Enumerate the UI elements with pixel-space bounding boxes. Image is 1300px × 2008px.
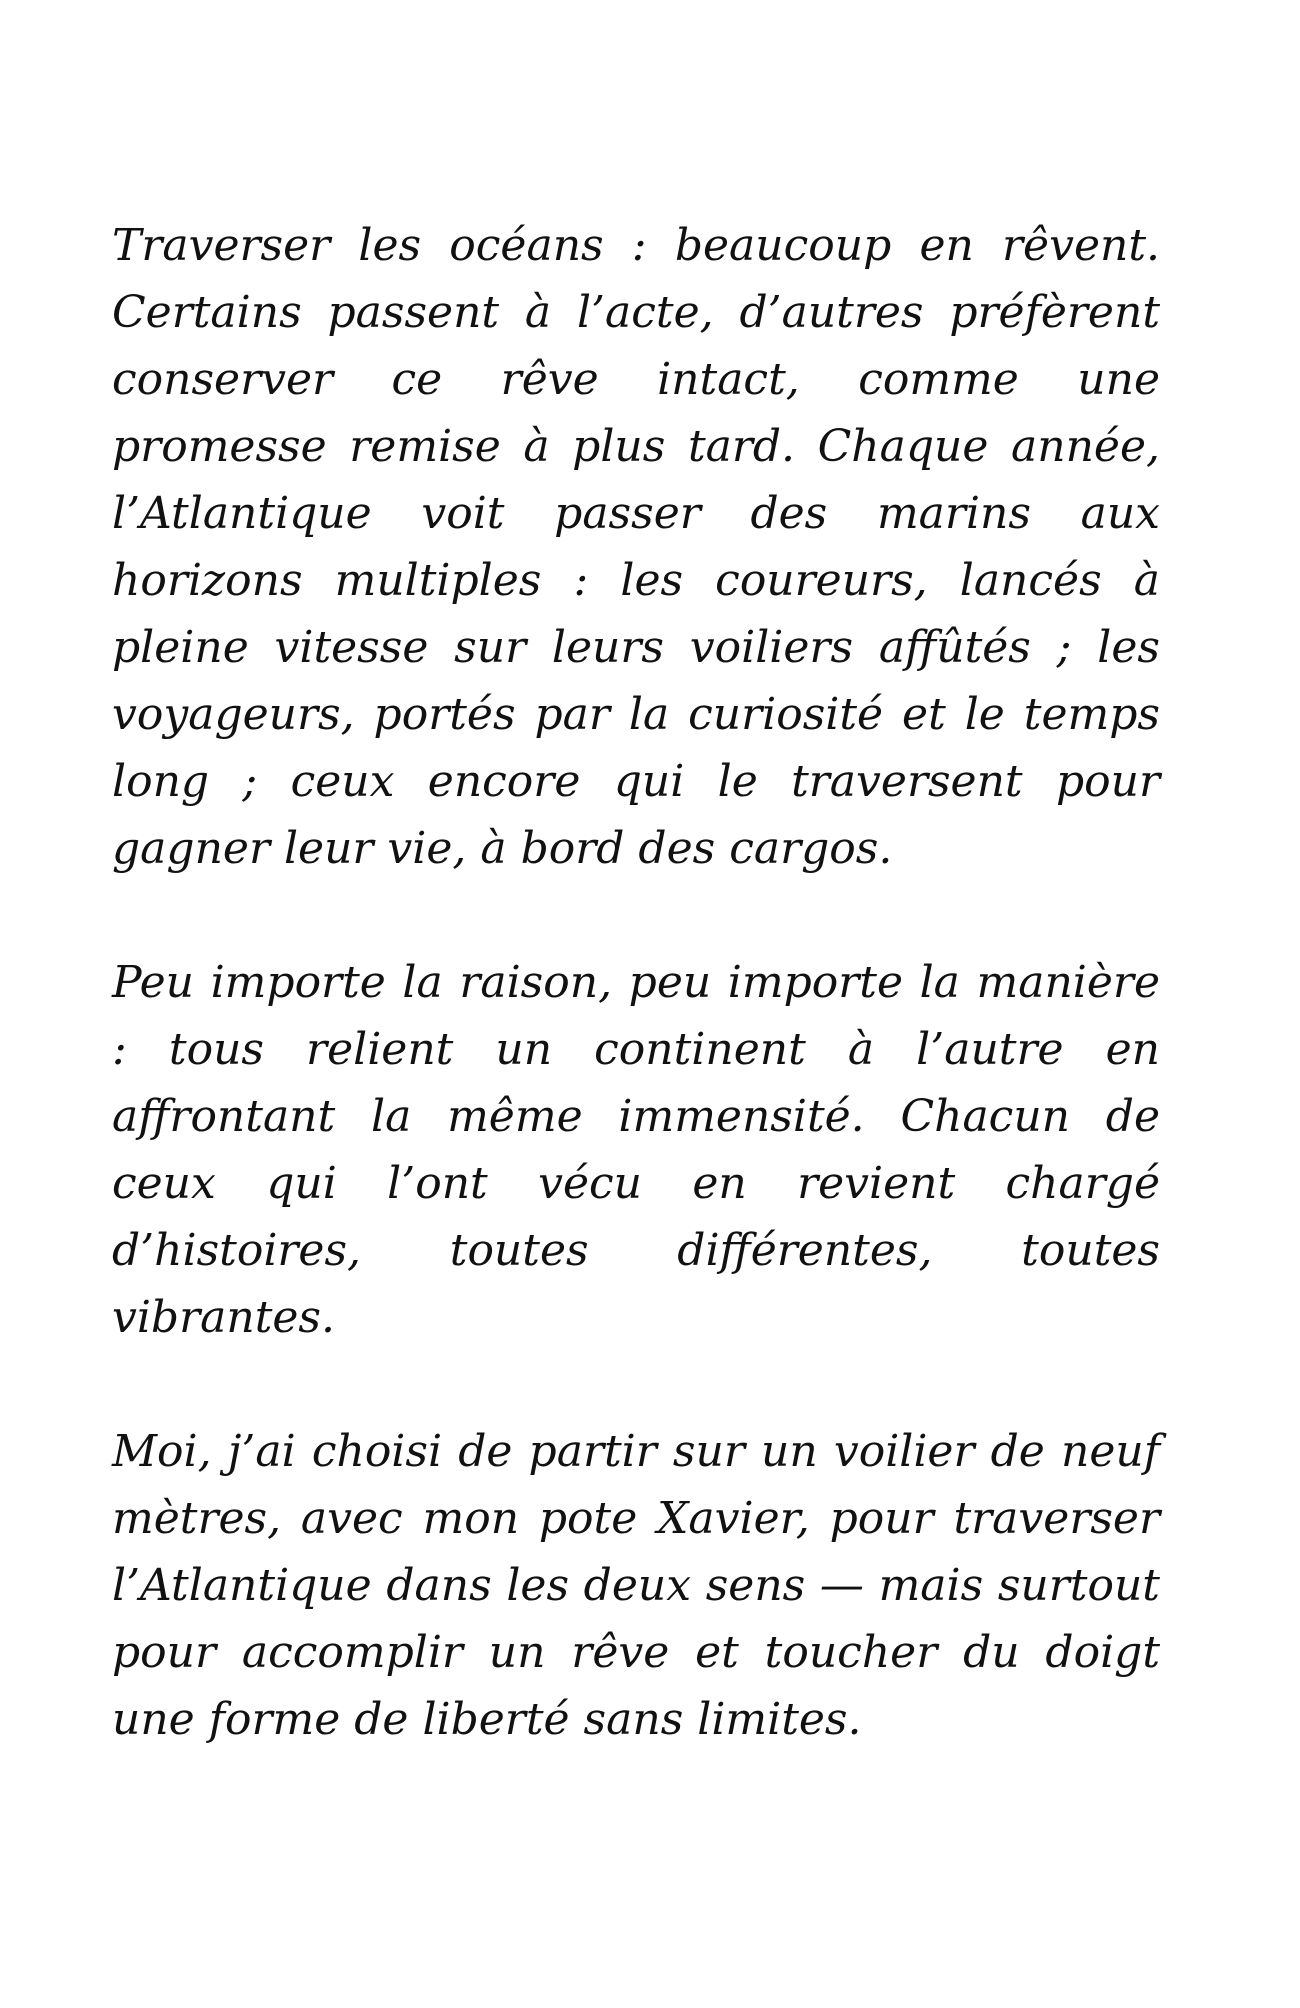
paragraph-1: Traverser les océans : beaucoup en rêvent. Certains passent à l’acte, d’autres préfèrent conserver ce rêve intact, comme une promesse remise à plus tard. Chaque année, l’Atlantique voit passer des marins aux horizons multiples : les coureurs, lancés à pleine vitesse sur leurs voiliers affûtés ; les voyageurs, portés par la curiosité et le temps long ; ceux encore qui le traversent pour gagner leur vie, à bord des cargos.: [112, 220, 1160, 874]
paragraph-2: Peu importe la raison, peu importe la manière : tous relient un continent à l’autre en affrontant la même immensité. Chacun de ceux qui l’ont vécu en revient chargé d’histoires, toutes différentes, toutes vibrantes.: [112, 957, 1160, 1343]
paragraph-3: Moi, j’ai choisi de partir sur un voilier de neuf mètres, avec mon pote Xavier, pour traverser l’Atlantique dans les deux sens — mais surtout pour accomplir un rêve et toucher du doigt une forme de liberté sans limites.: [112, 1426, 1160, 1745]
page-body: [112, 212, 1160, 1753]
